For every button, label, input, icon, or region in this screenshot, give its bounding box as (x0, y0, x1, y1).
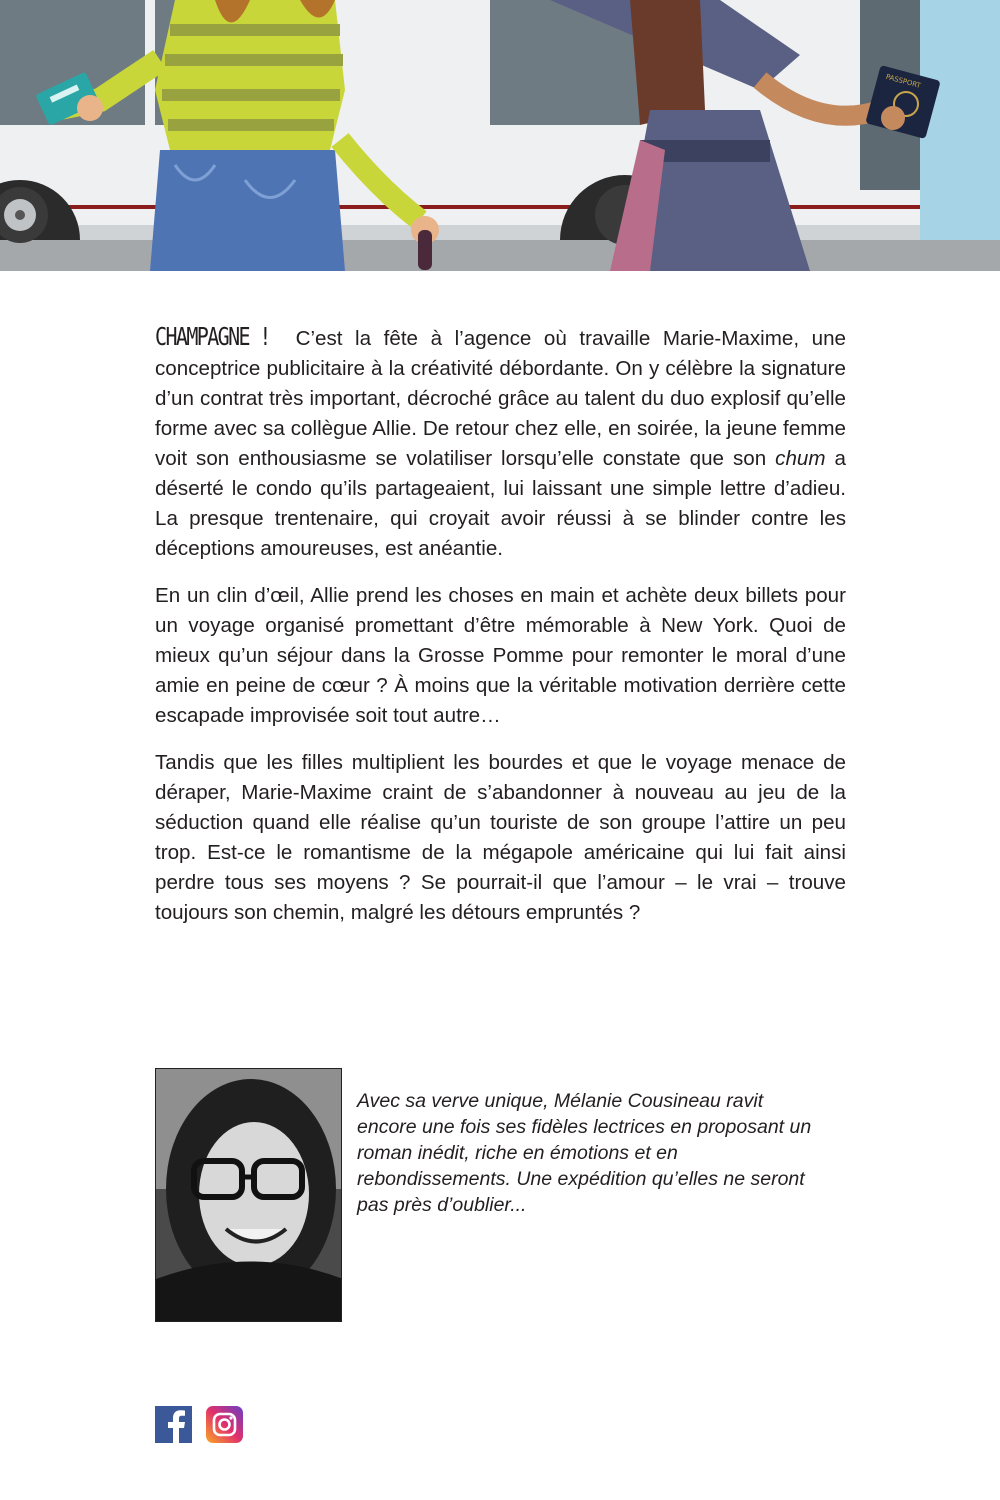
paragraph-1 (155, 322, 846, 564)
travel-illustration (0, 0, 1000, 271)
cover-illustration (0, 0, 1000, 271)
passport-label: PASSPORT (884, 72, 922, 90)
facebook-icon[interactable] (155, 1406, 192, 1443)
paragraph-3: Tandis que les filles multiplient les bourdes et que le voyage menace de déraper, Marie-Maxime craint de s’abandonner à nouveau au jeu de la séduction quand elle réalise qu’un touriste de son groupe l’attire un peu trop. Est-ce le romantisme de la mégapole américaine qui lui fait ainsi perdre tous ses moyens ? Se pourrait-il que l’amour – le vrai – trouve toujours son chemin, malgré les détours empruntés ? (155, 751, 846, 924)
back-cover-blurb (155, 322, 846, 945)
social-links (155, 1406, 243, 1443)
paragraph-2: En un clin d’œil, Allie prend les choses en main et achète deux billets pour un voyage organisé promettant d’être mémorable à New York. Quoi de mieux qu’un séjour dans la Grosse Pomme pour remonter le moral d’une amie en peine de cœur ? À moins que la véritable motivation derrière cette escapade improvisée soit tout autre… (155, 584, 846, 727)
paragraph-1-italic: chum (775, 447, 826, 470)
author-photo (155, 1068, 342, 1322)
paragraph-1-text-end: a déserté le condo qu’ils partageaient, lui laissant une simple lettre d’adieu. La presque trentenaire, qui croyait avoir réussi à se blinder contre les déceptions amoureuses, est anéantie. (155, 447, 846, 560)
author-bio: Avec sa verve unique, Mélanie Cousineau ravit encore une fois ses fidèles lectrices en proposant un roman inédit, riche en émotions et en rebondissements. Une expédition qu’elles ne seront pas près d’oublier... (357, 1090, 812, 1216)
instagram-icon[interactable] (206, 1406, 243, 1443)
lead-word: CHAMPAGNE ! (155, 322, 270, 351)
paragraph-1-text: C’est la fête à l’agence où travaille Marie-Maxime, une conceptrice publicitaire à la créativité débordante. On y célèbre la signature d’un contrat très important, décroché grâce au talent du duo explosif qu’elle forme avec sa collègue Allie. De retour chez elle, en soirée, la jeune femme voit son enthousiasme se volatiliser lorsqu’elle constate que son (155, 327, 846, 470)
